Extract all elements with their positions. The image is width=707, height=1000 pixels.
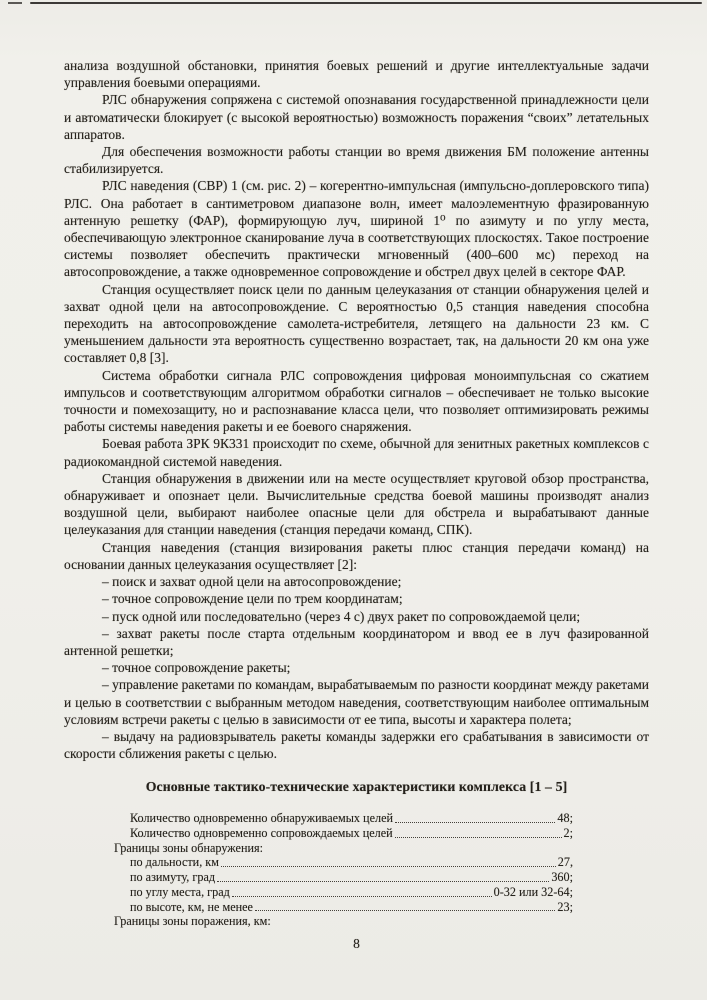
spec-row — [114, 900, 573, 915]
paragraph: – точное сопровождение ракеты; — [102, 660, 291, 676]
spec-row — [114, 811, 573, 826]
spec-label: Количество одновременно сопровождаемых целей — [130, 826, 393, 841]
page-content — [64, 57, 649, 952]
spec-label: по высоте, км, не менее — [130, 899, 253, 914]
paragraph: – выдачу на радиовзрыватель ракеты команды задержки его срабатывания в зависимости от скорости сближения ракеты с целью. — [64, 728, 649, 762]
spec-label: Границы зоны поражения, км: — [114, 914, 271, 929]
spec-value: 360; — [551, 870, 573, 885]
spec-row — [114, 870, 573, 885]
paragraph: Станция обнаружения в движении или на месте осуществляет круговой обзор пространства, обнаруживает и опознает цели. Вычислительные средства боевой машины производят анализ воздушной цели, выбирают наиболее опасные цели для обстрела и вырабатывают данные целеуказания для станции наведения (станция передачи команд, СПК). — [64, 470, 649, 538]
paragraph: РЛС обнаружения сопряжена с системой опознавания государственной принадлежности цели и автоматически блокирует (с высокой вероятностью) возможность поражения “своих” летательных аппаратов. — [64, 92, 649, 142]
spec-row — [114, 914, 573, 929]
spec-value: 2; — [563, 826, 573, 841]
spec-row — [114, 826, 573, 841]
paragraph: Станция осуществляет поиск цели по данным целеуказания от станции обнаружения целей и захват одной цели на автосопровождение. С вероятностью 0,5 станция наведения способна переходить на автосопровождение самолета-истребителя, летящего на дальности 23 км. С уменьшением дальности эта вероятность существенно возрастает, так, на дальности 20 км она уже составляет 0,8 [3]. — [64, 281, 649, 366]
spec-value: 27, — [557, 855, 573, 870]
spec-list — [114, 811, 573, 929]
dot-leader — [395, 837, 562, 838]
paragraph: Станция наведения (станция визирования ракеты плюс станция передачи команд) на основании данных целеуказания осуществляет [2]: — [64, 539, 649, 572]
dot-leader — [221, 866, 556, 867]
dot-leader — [395, 822, 555, 823]
paragraph: Для обеспечения возможности работы станции во время движения БМ положение антенны стабилизируется. — [64, 144, 649, 177]
paragraph: Система обработки сигнала РЛС сопровождения цифровая моноимпульсная со сжатием импульсов и соответствующим алгоритмом обработки сигналов – обеспечивает не только высокие точности и помехозащиту, но и распознавание класса цели, что позволяет оптимизировать режимы работы системы наведения ракеты и ее боевого снаряжения. — [64, 367, 649, 435]
spec-label: по азимуту, град — [130, 870, 216, 885]
spec-value: 23; — [557, 899, 573, 914]
spec-label: по дальности, км — [130, 855, 219, 870]
paragraph: РЛС наведения (СВР) 1 (см. рис. 2) – когерентно-импульсная (импульсно-доплеровского типа) РЛС. Она работает в сантиметровом диапазоне волн, имеет малоэлементную фразированную антенную решетку (ФАР), формирующую луч, шириной 1⁰ по азимуту и по углу места, обеспечивающую электронное сканирование луча в соответствующих плоскостях. Такое построение системы позволяет обеспечить практически мгновенный (400–600 мс) переход на автосопровождение, а также одновременное сопровождение и обстрел двух целей в секторе ФАР. — [64, 178, 649, 280]
dot-leader — [255, 910, 555, 911]
spec-value: 48; — [557, 811, 573, 826]
scan-artifact-top-edge — [30, 2, 702, 4]
dot-leader — [217, 881, 549, 882]
paragraph: – точное сопровождение цели по трем координатам; — [102, 591, 403, 607]
paragraph: – поиск и захват одной цели на автосопровождение; — [102, 574, 402, 590]
paragraph: Боевая работа ЗРК 9К331 происходит по схеме, обычной для зенитных ракетных комплексов с радиокомандной системой наведения. — [64, 436, 649, 469]
paragraph: – захват ракеты после старта отдельным координатором и ввод ее в луч фазированной антенной решетки; — [64, 625, 649, 658]
spec-row — [114, 885, 573, 900]
spec-label: Количество одновременно обнаруживаемых целей — [130, 811, 394, 826]
section-heading: Основные тактико-технические характеристики комплекса [1 – 5] — [145, 779, 568, 795]
spec-label: по углу места, град — [130, 884, 230, 899]
spec-row — [114, 841, 573, 856]
spec-label: Границы зоны обнаружения: — [114, 840, 263, 855]
body-paragraphs — [64, 57, 649, 762]
page-number: 8 — [353, 935, 360, 951]
dot-leader — [232, 896, 492, 897]
spec-row — [114, 855, 573, 870]
paragraph: – пуск одной или последовательно (через 4 с) двух ракет по сопровождаемой цели; — [102, 608, 581, 624]
paragraph: – управление ракетами по командам, вырабатываемым по разности координат между ракетами и целью в соответствии с выбранным методом наведения, соответствующим наиболее оптимальным условиям встречи ракеты с целью в зависимости от ее типа, высоты и характера полета; — [64, 677, 649, 727]
spec-value: 0-32 или 32-64; — [493, 884, 573, 899]
scan-artifact-mark — [8, 2, 22, 4]
paragraph: анализа воздушной обстановки, принятия боевых решений и другие интеллектуальные задачи управления боевыми операциями. — [64, 58, 649, 91]
